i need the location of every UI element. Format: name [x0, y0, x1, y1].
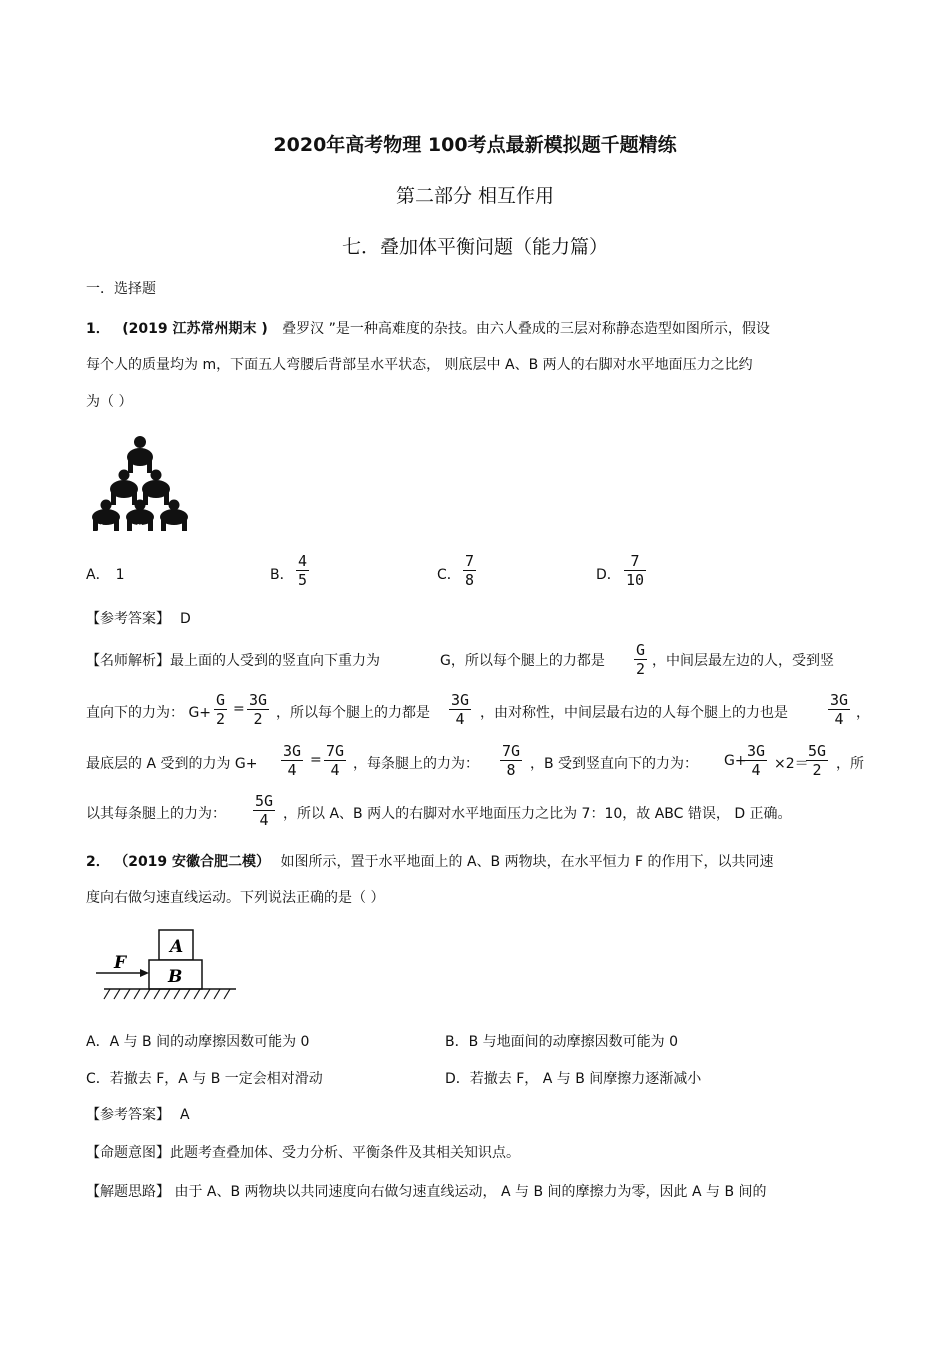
q1-equals: =	[233, 701, 245, 717]
q1-fraction-3g-4d: 3G 4	[747, 742, 766, 779]
figure-label-b: B	[136, 524, 143, 533]
q1-fraction-g-2: G 2	[636, 641, 646, 678]
q1-fraction-3g-4b: 3G 4	[830, 691, 849, 728]
q1-text-line1	[86, 318, 770, 338]
q1-option-b-label[interactable]: B．	[270, 567, 294, 583]
q1-equals-2: =	[310, 752, 322, 768]
q1-fraction-g-2b: G 2	[216, 691, 226, 728]
q1-option-c-label[interactable]: C．	[437, 567, 461, 583]
block-label-b: B	[168, 967, 183, 987]
q1-analysis-line3d: G+	[724, 753, 747, 769]
q2-intent: 【命题意图】此题考查叠加体、受力分析、平衡条件及其相关知识点。	[86, 1145, 520, 1161]
q1-option-b-fraction: 4 5	[298, 552, 308, 589]
q2-line1: 如图所示，置于水平地面上的 A、B 两物块，在水平恒力 F 的作用下，以共同速	[280, 854, 774, 870]
block-label-a: A	[170, 937, 184, 957]
q2-number: 2．	[86, 854, 110, 870]
q1-option-d-fraction: 7 10	[626, 552, 645, 589]
q2-line2: 度向右做匀速直线运动。下列说法正确的是（ ）	[86, 890, 385, 906]
human-pyramid-figure	[88, 433, 192, 533]
q1-fraction-3g-4a: 3G 4	[451, 691, 470, 728]
q1-analysis-line2a: 直向下的力为： G+	[86, 705, 212, 721]
q1-answer: 【参考答案】 D	[86, 611, 191, 627]
q1-analysis-line1a: 【名师解析】最上面的人受到的竖直向下重力为	[86, 653, 380, 669]
q1-analysis-line3c: ，B 受到竖直向下的力为：	[530, 756, 699, 772]
q2-option-b[interactable]: B．B 与地面间的动摩擦因数可能为 0	[445, 1034, 679, 1050]
q1-analysis-line1b: G，所以每个腿上的力都是	[440, 653, 605, 669]
q1-source: (2019 江苏常州期末 )	[122, 321, 268, 337]
q1-times: ×2＝	[774, 756, 809, 772]
q1-line3: 为（ ）	[86, 394, 133, 410]
section-heading: 一．选择题	[86, 281, 156, 297]
q1-option-d-label[interactable]: D．	[596, 567, 621, 583]
q1-fraction-3g-2: 3G 2	[249, 691, 268, 728]
chapter-title: 七．叠加体平衡问题（能力篇）	[341, 236, 608, 258]
q1-analysis-line4b: ，所以 A、B 两人的右脚对水平地面压力之比为 7：10，故 ABC 错误， D 正确。	[283, 806, 792, 822]
q1-fraction-3g-4c: 3G 4	[283, 742, 302, 779]
q1-analysis-line3b: ，每条腿上的力为：	[353, 756, 479, 772]
q1-analysis-line2c: ，由对称性，中间层最右边的人每个腿上的力也是	[480, 705, 788, 721]
q1-option-c-fraction: 7 8	[465, 552, 475, 589]
q2-option-a[interactable]: A．A 与 B 间的动摩擦因数可能为 0	[86, 1034, 310, 1050]
q1-number: 1．	[86, 321, 110, 337]
q2-source: （2019 安徽合肥二模）	[114, 854, 271, 870]
blocks-figure	[92, 927, 238, 1007]
q1-fraction-7g-4: 7G 4	[326, 742, 345, 779]
part-title: 第二部分 相互作用	[395, 185, 555, 207]
q1-analysis-line2b: ，所以每个腿上的力都是	[276, 705, 430, 721]
q1-fraction-5g-2: 5G 2	[808, 742, 827, 779]
q2-text-line1	[86, 851, 774, 871]
force-label-f: F	[114, 953, 127, 973]
q2-thinking: 【解题思路】 由于 A、B 两物块以共同速度向右做匀速直线运动， A 与 B 间的摩擦力为零，因此 A 与 B 间的	[86, 1184, 767, 1200]
q1-option-a[interactable]: A． 1	[86, 567, 125, 583]
q1-line2: 每个人的质量均为 m，下面五人弯腰后背部呈水平状态， 则底层中 A、B 两人的右脚对水平地面压力之比约	[86, 357, 753, 373]
q1-analysis-line3a: 最底层的 A 受到的力为 G+	[86, 756, 258, 772]
q2-answer: 【参考答案】 A	[86, 1107, 190, 1123]
q1-line1: 叠罗汉 ”是一种高难度的杂技。由六人叠成的三层对称静态造型如图所示，假设	[282, 321, 770, 337]
q1-analysis-line3e: ，所	[836, 756, 864, 772]
q1-analysis-line4a: 以其每条腿上的力为：	[86, 806, 226, 822]
figure-label-a: A	[98, 524, 105, 533]
q1-fraction-7g-8: 7G 8	[502, 742, 521, 779]
q2-option-d[interactable]: D．若撤去 F， A 与 B 间摩擦力逐渐减小	[445, 1071, 702, 1087]
q1-comma: ，	[856, 705, 870, 721]
q1-fraction-5g-4: 5G 4	[255, 792, 274, 829]
q2-option-c[interactable]: C．若撤去 F，A 与 B 一定会相对滑动	[86, 1071, 323, 1087]
q1-analysis-line1c: ，中间层最左边的人，受到竖	[652, 653, 834, 669]
page-title: 2020年高考物理 100考点最新模拟题千题精练	[273, 134, 677, 156]
